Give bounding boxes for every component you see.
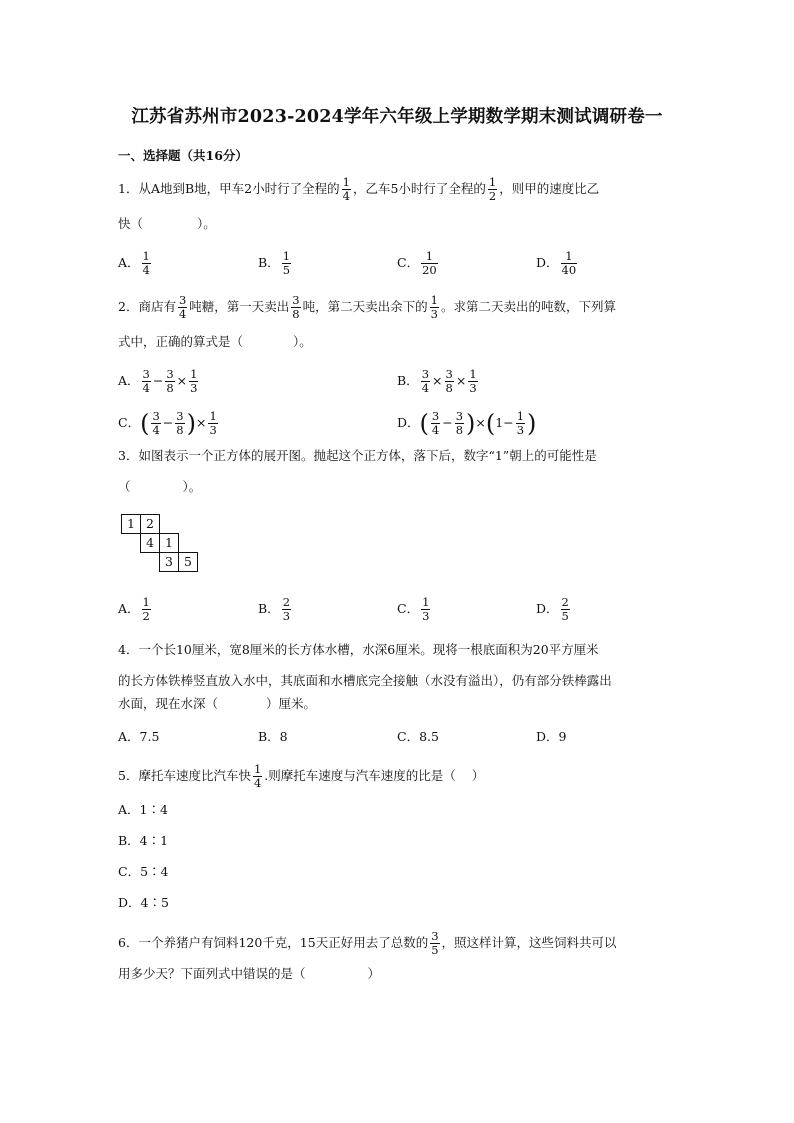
question-5-option-d[interactable]: D．4∶5	[118, 895, 169, 910]
question-text: 式中，正确的算式是（	[118, 334, 244, 349]
question-1-option-b[interactable]	[258, 250, 293, 277]
option-label: A．	[118, 255, 140, 270]
denominator: 3	[430, 307, 438, 321]
numerator: 1	[422, 595, 430, 609]
question-2-option-d[interactable]	[397, 410, 536, 437]
question-text: 快（	[118, 216, 144, 231]
denominator: 8	[166, 381, 174, 395]
denominator: 2	[142, 609, 150, 623]
times-sign: ×	[475, 415, 486, 430]
question-5-option-b[interactable]: B．4∶1	[118, 833, 169, 848]
denominator: 8	[455, 423, 464, 437]
numerator: 1	[342, 175, 350, 189]
number-one: 1	[495, 415, 504, 430]
question-3-option-b[interactable]	[258, 596, 293, 623]
question-text: 水面，现在水深（	[118, 696, 219, 711]
denominator: 3	[516, 423, 525, 437]
fraction	[189, 368, 198, 395]
question-1-option-a[interactable]	[118, 250, 153, 277]
cube-face: 1	[159, 533, 179, 553]
numerator: 3	[152, 409, 160, 423]
fraction	[175, 410, 184, 437]
question-2-option-b[interactable]	[397, 368, 480, 395]
fraction	[178, 294, 187, 321]
fraction	[421, 250, 438, 277]
denominator: 3	[469, 381, 477, 395]
fraction	[253, 763, 262, 790]
numerator: 1	[209, 409, 217, 423]
question-text: 用多少天？下面列式中错误的是（	[118, 966, 306, 981]
option-label: B．	[258, 255, 280, 270]
question-text: 1．从A地到B地，甲车2小时行了全程的	[118, 181, 340, 196]
fraction	[165, 368, 174, 395]
question-text: ）。	[182, 479, 202, 494]
minus-sign: −	[503, 415, 514, 430]
question-1-option-c[interactable]	[397, 250, 440, 277]
denominator: 4	[142, 263, 150, 277]
option-label: A．	[118, 601, 140, 616]
question-text: 吨，第二天卖出余下的	[302, 299, 428, 314]
numerator: 1	[516, 409, 525, 423]
cube-face: 4	[140, 533, 160, 553]
denominator: 3	[209, 423, 217, 437]
denominator: 3	[190, 381, 198, 395]
question-1-option-d[interactable]	[536, 250, 579, 277]
question-2-option-c[interactable]	[118, 410, 220, 437]
question-text: 6．一个养猪户有饲料120千克，15天正好用去了总数的	[118, 935, 429, 950]
left-paren: (	[419, 409, 429, 438]
question-2-line-1	[118, 294, 616, 321]
option-label: C．	[397, 255, 420, 270]
times-sign: ×	[432, 373, 443, 388]
denominator: 4	[431, 423, 440, 437]
right-paren: )	[527, 409, 537, 438]
fraction	[431, 410, 440, 437]
denominator: 3	[282, 609, 291, 623]
left-paren: (	[140, 409, 150, 438]
question-text: ，则甲的速度比乙	[499, 181, 600, 196]
fraction	[142, 368, 151, 395]
numerator: 3	[142, 367, 150, 381]
question-text: 。求第二天卖出的吨数，下列算	[440, 299, 616, 314]
question-text: （	[118, 479, 131, 494]
denominator: 4	[178, 307, 187, 321]
numerator: 3	[176, 409, 184, 423]
fraction	[291, 294, 300, 321]
right-paren: )	[466, 409, 476, 438]
question-4-line-3	[118, 694, 316, 714]
numerator: 1	[565, 249, 573, 263]
denominator: 8	[176, 423, 184, 437]
question-5-option-a[interactable]: A．1∶4	[118, 802, 168, 817]
numerator: 3	[166, 367, 174, 381]
fraction	[282, 250, 291, 277]
question-text: ，照这样计算，这些饲料共可以	[441, 935, 617, 950]
question-3-line-2	[118, 477, 201, 497]
numerator: 1	[282, 249, 291, 263]
question-3-option-d[interactable]	[536, 596, 572, 623]
option-label: D．	[536, 601, 559, 616]
fraction	[488, 176, 497, 203]
numerator: 3	[421, 367, 430, 381]
fraction	[430, 930, 439, 957]
question-2-line-2	[118, 332, 312, 352]
question-3-line-1: 3．如图表示一个正方体的展开图。抛起这个正方体，落下后，数字“1”朝上的可能性是	[118, 448, 597, 463]
numerator: 3	[431, 929, 439, 943]
numerator: 1	[430, 293, 438, 307]
question-1-line-2	[118, 214, 216, 234]
option-label: D．	[536, 255, 559, 270]
question-text: .则摩托车速度与汽车速度的比是（	[264, 768, 456, 783]
denominator: 8	[445, 381, 453, 395]
question-1-line-1	[118, 176, 599, 203]
question-text: 吨糖，第一天卖出	[189, 299, 290, 314]
cube-face: 2	[140, 514, 160, 534]
fraction	[282, 596, 291, 623]
question-text: ）厘米。	[266, 696, 317, 711]
denominator: 2	[488, 189, 497, 203]
fraction	[421, 596, 430, 623]
denominator: 3	[422, 609, 430, 623]
option-label: C．	[118, 415, 141, 430]
question-text: ）	[471, 768, 485, 783]
option-label: C．	[397, 601, 420, 616]
times-sign: ×	[455, 373, 467, 388]
fraction	[455, 410, 464, 437]
question-4-option-b[interactable]: B．8	[258, 729, 288, 744]
denominator: 4	[152, 423, 160, 437]
question-6-line-1	[118, 930, 617, 957]
denominator: 20	[422, 263, 437, 277]
fraction	[142, 250, 151, 277]
minus-sign: −	[152, 373, 164, 388]
cube-face: 3	[159, 552, 179, 572]
fraction	[561, 596, 570, 623]
times-sign: ×	[195, 415, 207, 430]
question-4-option-c[interactable]: C．8.5	[397, 729, 439, 744]
question-4-line-2: 的长方体铁棒竖直放入水中，其底面和水槽底完全接触（水没有溢出），仍有部分铁棒露出	[118, 673, 612, 688]
cube-net-figure	[121, 514, 203, 572]
denominator: 5	[561, 609, 569, 623]
fraction	[561, 250, 578, 277]
question-4-line-1: 4．一个长10厘米，宽8厘米的长方体水槽，水深6厘米。现将一根底面积为20平方厘米	[118, 642, 599, 657]
numerator: 2	[282, 595, 291, 609]
question-5-option-c[interactable]: C．5∶4	[118, 864, 169, 879]
question-3-option-c[interactable]	[397, 596, 432, 623]
numerator: 1	[253, 762, 262, 776]
left-paren: (	[485, 409, 496, 438]
denominator: 4	[253, 776, 262, 790]
minus-sign: −	[442, 415, 453, 430]
denominator: 8	[292, 307, 300, 321]
question-text: 2．商店有	[118, 299, 176, 314]
numerator: 3	[178, 293, 187, 307]
numerator: 1	[190, 367, 198, 381]
denominator: 5	[282, 263, 291, 277]
fraction	[445, 368, 454, 395]
fraction	[516, 410, 525, 437]
numerator: 1	[469, 367, 477, 381]
question-text: ）。	[197, 216, 216, 231]
numerator: 3	[455, 409, 464, 423]
numerator: 1	[488, 175, 497, 189]
fraction	[430, 294, 439, 321]
question-text: ）。	[293, 334, 312, 349]
question-5-line-1	[118, 763, 484, 790]
question-4-option-a[interactable]: A．7.5	[118, 729, 160, 744]
question-6-line-2	[118, 964, 380, 984]
fraction	[342, 176, 351, 203]
question-4-option-d[interactable]: D．9	[536, 729, 567, 744]
numerator: 3	[431, 409, 440, 423]
cube-face: 5	[178, 552, 198, 572]
numerator: 1	[142, 249, 150, 263]
fraction	[468, 368, 477, 395]
numerator: 3	[445, 367, 453, 381]
option-label: B．	[397, 373, 419, 388]
fraction	[421, 368, 430, 395]
times-sign: ×	[176, 373, 188, 388]
numerator: 1	[425, 249, 434, 263]
page-title: 江苏省苏州市2023-2024学年六年级上学期数学期末测试调研卷一	[131, 107, 663, 127]
question-text: 5．摩托车速度比汽车快	[118, 768, 251, 783]
question-3-option-a[interactable]	[118, 596, 153, 623]
denominator: 5	[431, 943, 439, 957]
question-text: ）	[367, 966, 381, 981]
numerator: 1	[142, 595, 150, 609]
denominator: 4	[342, 189, 350, 203]
denominator: 4	[421, 381, 430, 395]
numerator: 3	[292, 293, 300, 307]
question-text: ，乙车5小时行了全程的	[352, 181, 486, 196]
right-paren: )	[186, 409, 196, 438]
option-label: B．	[258, 601, 280, 616]
cube-face: 1	[121, 514, 141, 534]
question-2-option-a[interactable]	[118, 368, 200, 395]
denominator: 40	[561, 263, 577, 277]
fraction	[208, 410, 217, 437]
fraction	[142, 596, 151, 623]
fraction	[151, 410, 160, 437]
option-label: D．	[397, 415, 420, 430]
minus-sign: −	[162, 415, 174, 430]
option-label: A．	[118, 373, 140, 388]
section-heading-choice: 一、选择题（共16分）	[118, 148, 248, 163]
numerator: 2	[561, 595, 569, 609]
denominator: 4	[142, 381, 150, 395]
